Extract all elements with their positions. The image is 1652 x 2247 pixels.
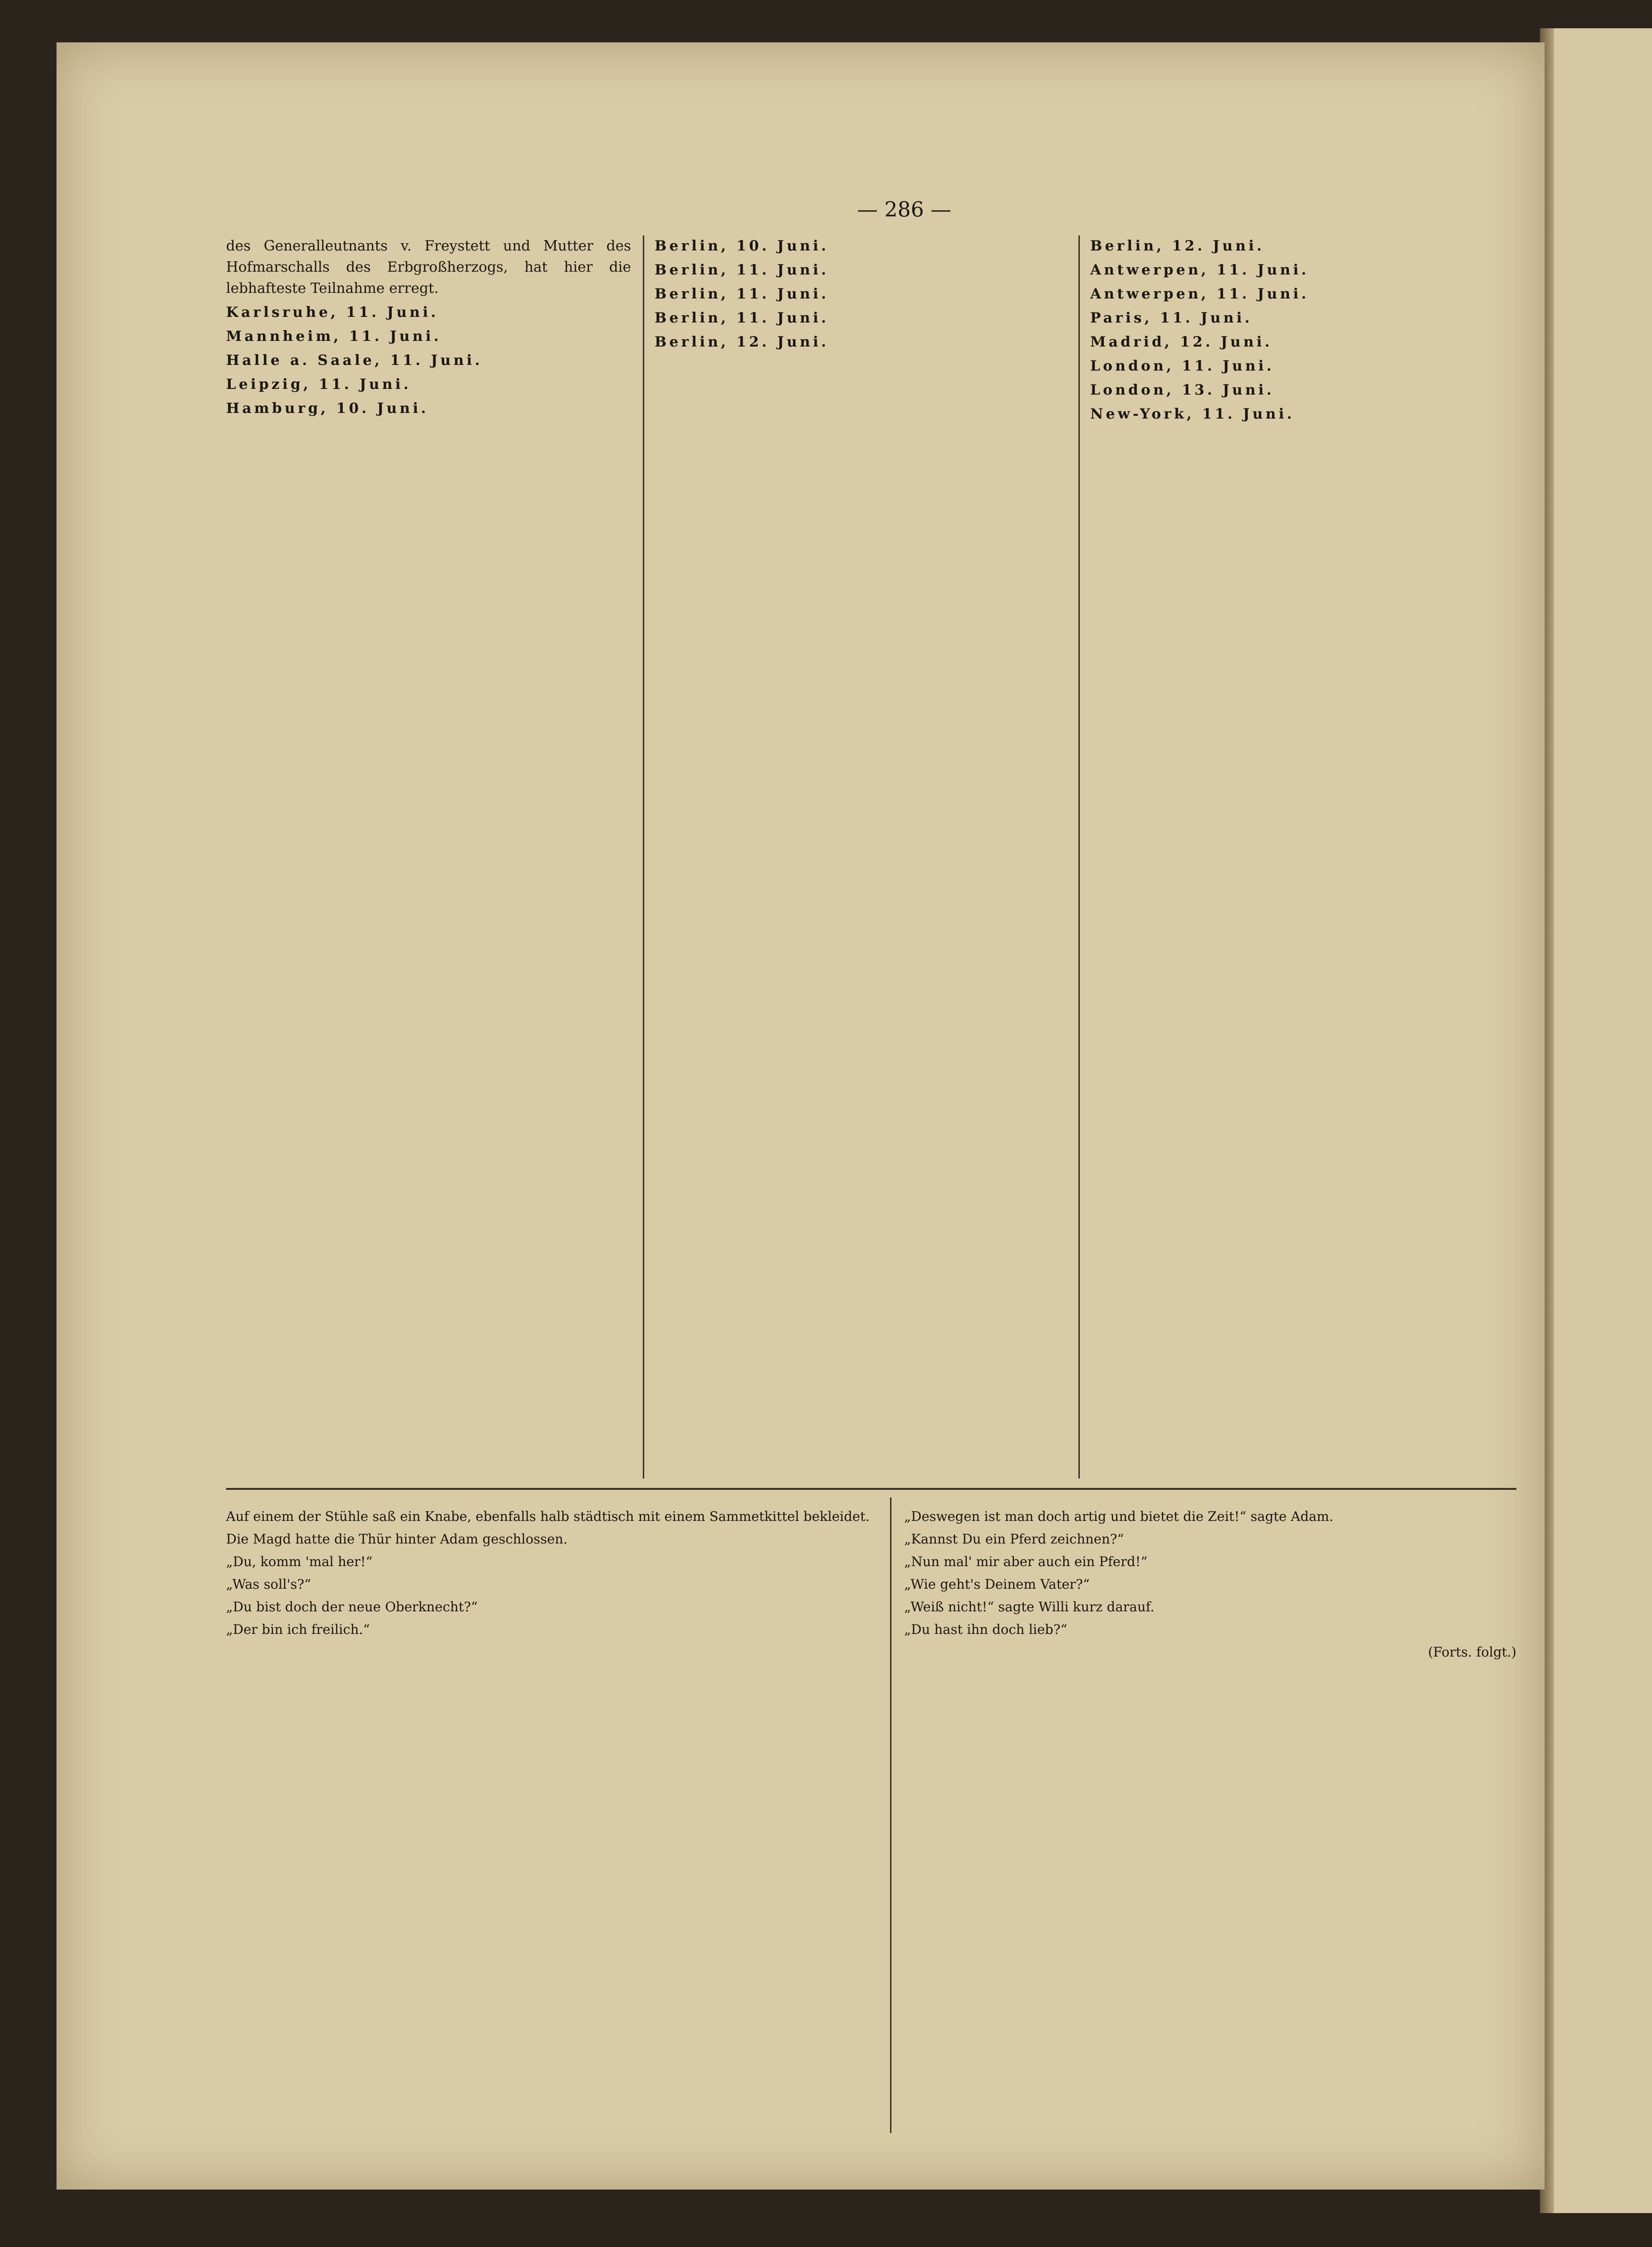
feuilleton-paragraph: „Wie geht's Deinem Vater?“: [904, 1576, 1090, 1592]
feuilleton-paragraph: Auf einem der Stühle saß ein Knabe, ebenfalls halb städtisch mit einem Sammetkittel bekleidet.: [226, 1509, 870, 1524]
news-column-3: [1090, 235, 1514, 428]
news-headline: Paris, 11. Juni.: [1090, 310, 1253, 326]
adjacent-page-edge: [1549, 28, 1652, 2213]
feuilleton-column-left: [226, 1507, 876, 1642]
feuilleton-paragraph: „Weiß nicht!“ sagte Willi kurz darauf.: [904, 1599, 1155, 1615]
feuilleton-rule: [226, 1488, 1516, 1490]
column-divider: [1078, 235, 1080, 1479]
column-divider: [890, 1497, 891, 2133]
feuilleton-paragraph: „Du hast ihn doch lieb?“: [904, 1622, 1068, 1637]
feuilleton-column-right: [904, 1507, 1516, 1665]
news-headline: London, 13. Juni.: [1090, 382, 1274, 398]
feuilleton-paragraph: „Nun mal' mir aber auch ein Pferd!“: [904, 1554, 1148, 1569]
feuilleton-continuation: (Forts. folgt.): [1428, 1644, 1516, 1660]
feuilleton-paragraph: „Du bist doch der neue Oberknecht?“: [226, 1599, 478, 1615]
news-headline: Berlin, 11. Juni.: [655, 310, 829, 326]
column-divider: [643, 235, 644, 1479]
news-headline: Madrid, 12. Juni.: [1090, 334, 1272, 350]
feuilleton-paragraph: „Deswegen ist man doch artig und bietet die Zeit!“ sagte Adam.: [904, 1509, 1334, 1524]
news-headline: Berlin, 12. Juni.: [1090, 238, 1265, 254]
feuilleton-paragraph: Die Magd hatte die Thür hinter Adam geschlossen.: [226, 1531, 568, 1547]
feuilleton-paragraph: „Was soll's?“: [226, 1576, 311, 1592]
news-headline: Berlin, 12. Juni.: [655, 334, 829, 350]
news-column-1: [226, 235, 631, 422]
feuilleton-paragraph: „Der bin ich freilich.“: [226, 1622, 370, 1637]
news-headline: Hamburg, 10. Juni.: [226, 400, 429, 417]
news-headline: Karlsruhe, 11. Juni.: [226, 304, 439, 321]
news-headline: Berlin, 11. Juni.: [655, 286, 829, 302]
news-headline: New-York, 11. Juni.: [1090, 406, 1295, 422]
news-headline: Antwerpen, 11. Juni.: [1090, 262, 1309, 278]
news-headline: Leipzig, 11. Juni.: [226, 376, 412, 393]
feuilleton-paragraph: „Du, komm 'mal her!“: [226, 1554, 373, 1569]
news-headline: Mannheim, 11. Juni.: [226, 328, 442, 345]
news-headline: London, 11. Juni.: [1090, 358, 1274, 374]
news-headline: Berlin, 11. Juni.: [655, 262, 829, 278]
news-column-2: [655, 235, 1069, 356]
news-paragraph: des Generalleutnants v. Freystett und Mutter des Hofmarschalls des Erbgroßherzogs, hat hier die lebhafteste Teilnahme erregt.: [226, 238, 631, 297]
feuilleton-paragraph: „Kannst Du ein Pferd zeichnen?“: [904, 1531, 1124, 1547]
news-headline: Antwerpen, 11. Juni.: [1090, 286, 1309, 302]
page-number: — 286 —: [857, 198, 951, 222]
news-headline: Halle a. Saale, 11. Juni.: [226, 352, 483, 369]
news-headline: Berlin, 10. Juni.: [655, 238, 829, 254]
newspaper-page: [57, 42, 1545, 2190]
